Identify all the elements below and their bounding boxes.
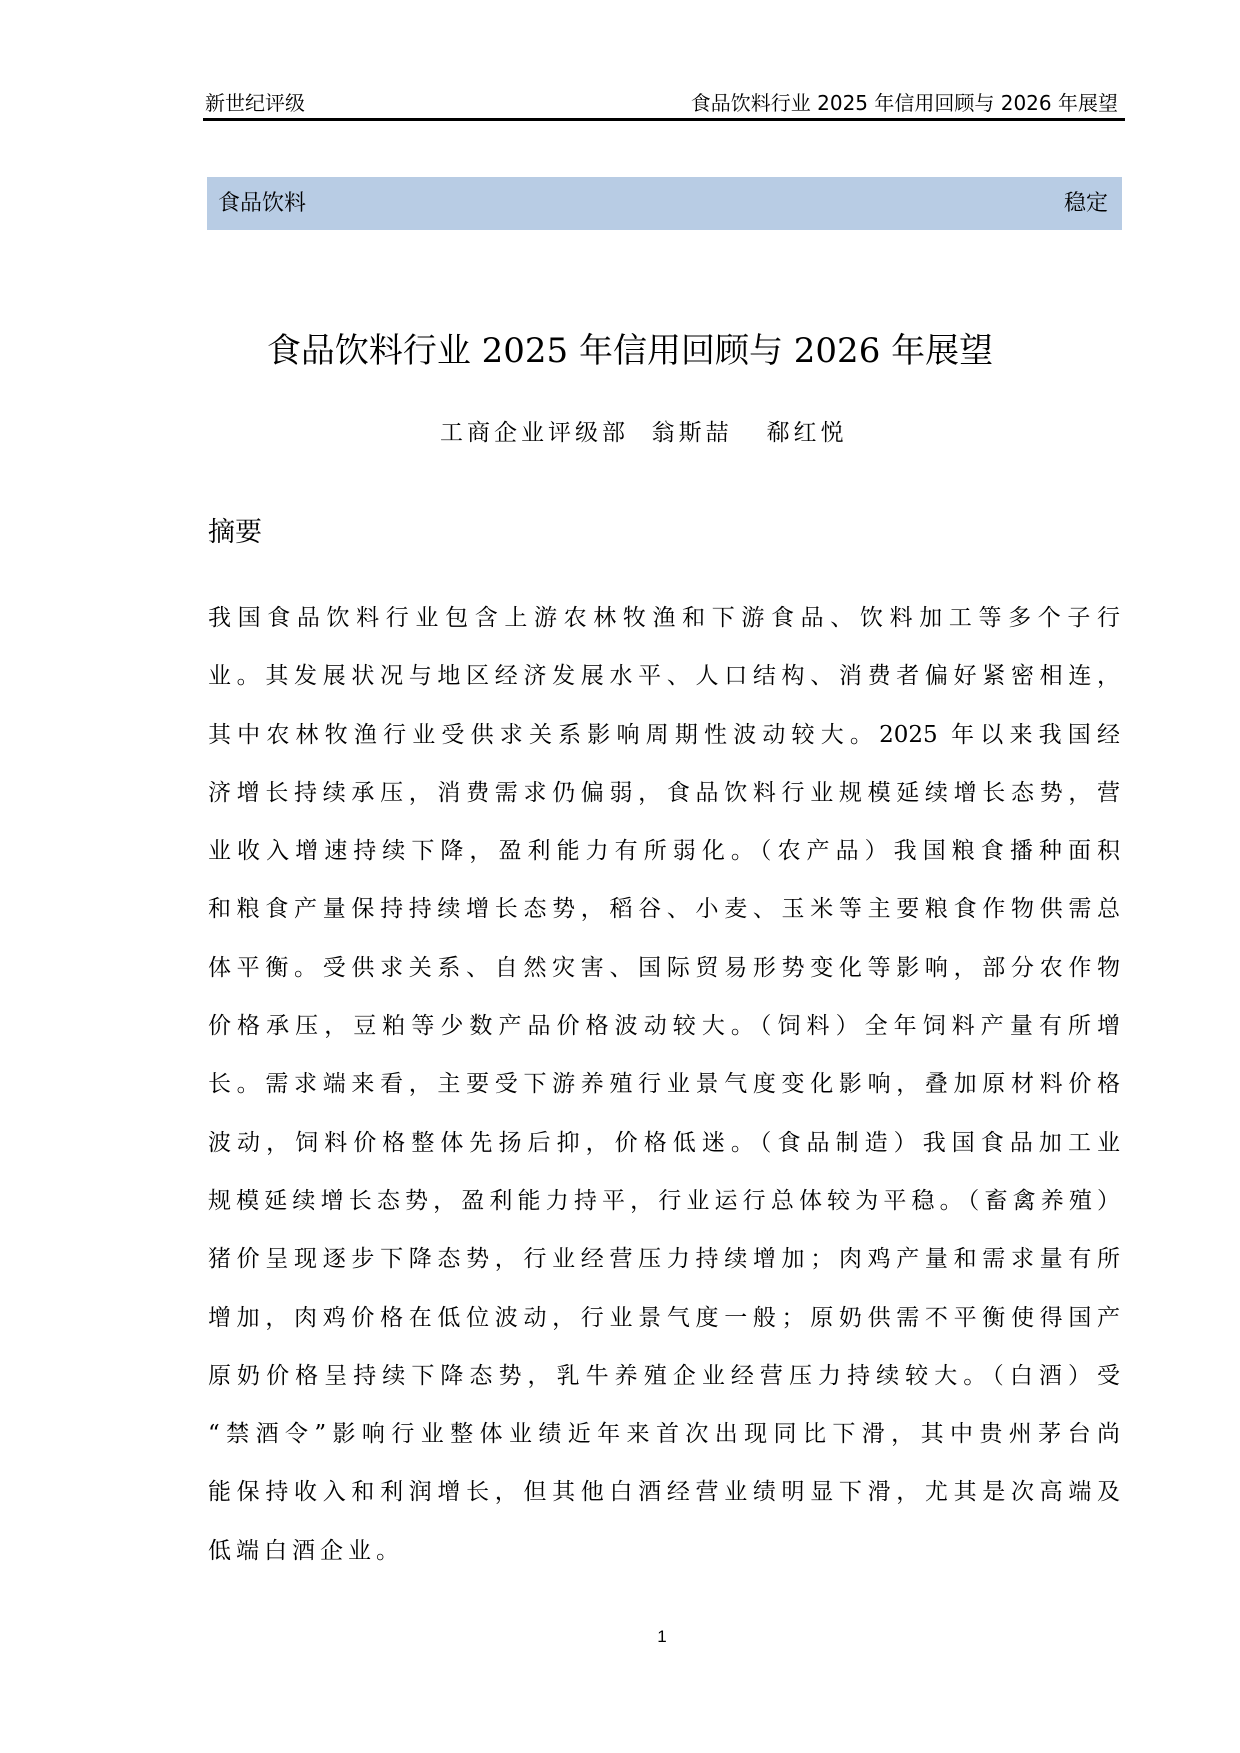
header-organization: 新世纪评级 <box>205 91 305 115</box>
abstract-line: 体平衡。受供求关系、自然灾害、国际贸易形势变化等影响，部分农作物 <box>208 954 1120 981</box>
abstract-heading: 摘要 <box>208 517 262 548</box>
page-header <box>203 88 1125 121</box>
abstract-line: 长。需求端来看，主要受下游养殖行业景气度变化影响，叠加原材料价格 <box>208 1071 1120 1098</box>
document-title: 食品饮料行业 2025 年信用回顾与 2026 年展望 <box>266 331 994 371</box>
abstract-line: 和粮食产量保持持续增长态势，稻谷、小麦、玉米等主要粮食作物供需总 <box>208 896 1120 923</box>
page-number: 1 <box>657 1627 667 1646</box>
abstract-line: 济增长持续承压，消费需求仍偏弱，食品饮料行业规模延续增长态势，营 <box>208 779 1120 806</box>
abstract-line: 业。其发展状况与地区经济发展水平、人口结构、消费者偏好紧密相连， <box>208 663 1120 690</box>
abstract-line: 波动，饲料价格整体先扬后抑，价格低迷。（食品制造）我国食品加工业 <box>208 1129 1120 1156</box>
abstract-line: 价格承压，豆粕等少数产品价格波动较大。（饲料）全年饲料产量有所增 <box>208 1013 1120 1040</box>
header-running-title: 食品饮料行业 2025 年信用回顾与 2026 年展望 <box>690 91 1118 115</box>
abstract-line: 我国食品饮料行业包含上游农林牧渔和下游食品、饮料加工等多个子行 <box>208 605 1120 631</box>
abstract-line: 增加，肉鸡价格在低位波动，行业景气度一般；原奶供需不平衡使得国产 <box>208 1304 1120 1331</box>
abstract-line: 其中农林牧渔行业受供求关系影响周期性波动较大。2025 年以来我国经 <box>208 721 1120 748</box>
abstract-line: 低端白酒企业。 <box>208 1537 404 1564</box>
abstract-line: “禁酒令”影响行业整体业绩近年来首次出现同比下滑，其中贵州茅台尚 <box>208 1421 1120 1448</box>
banner-outlook: 稳定 <box>1063 191 1108 216</box>
abstract-line: 规模延续增长态势，盈利能力持平，行业运行总体较为平稳。（畜禽养殖） <box>208 1187 1120 1214</box>
banner-industry: 食品饮料 <box>218 191 307 216</box>
industry-outlook-banner <box>207 177 1122 230</box>
abstract-line: 能保持收入和利润增长，但其他白酒经营业绩明显下滑，尤其是次高端及 <box>208 1479 1120 1506</box>
abstract-line: 原奶价格呈持续下降态势，乳牛养殖企业经营压力持续较大。（白酒）受 <box>208 1362 1120 1389</box>
abstract-line: 业收入增速持续下降，盈利能力有所弱化。（农产品）我国粮食播种面积 <box>208 838 1120 865</box>
abstract-line: 猪价呈现逐步下降态势，行业经营压力持续增加；肉鸡产量和需求量有所 <box>208 1246 1120 1273</box>
abstract-body <box>208 598 1120 1589</box>
authors-line: 工商企业评级部 翁斯喆 郗红悦 <box>440 420 848 446</box>
